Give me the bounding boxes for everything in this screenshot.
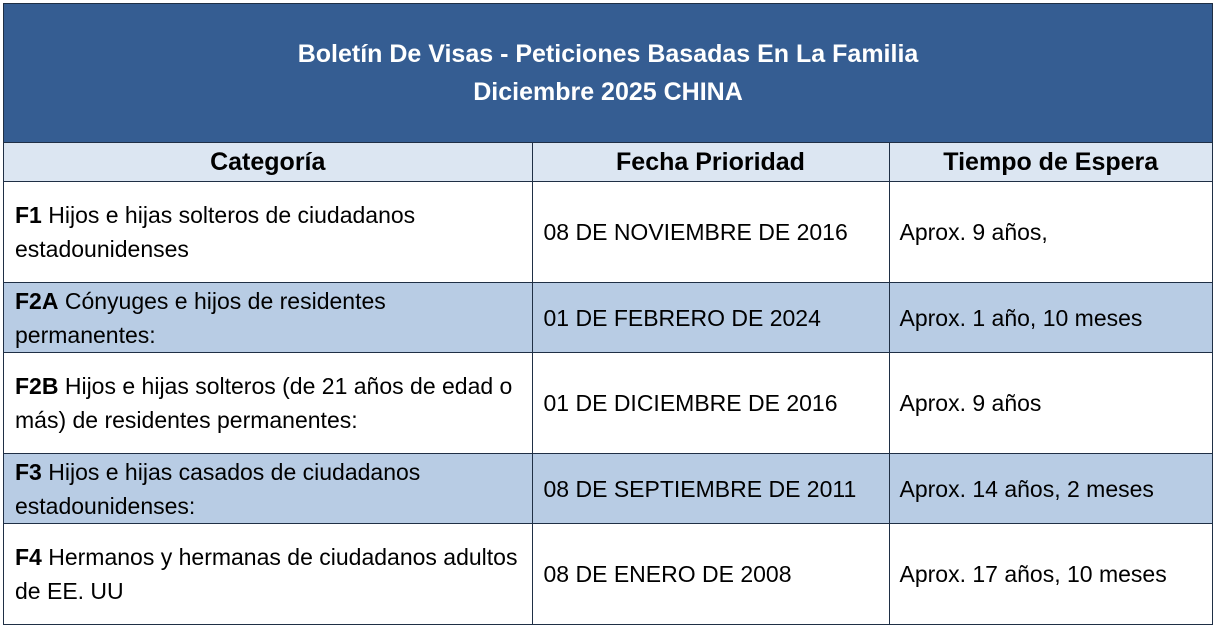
category-cell (4, 182, 532, 283)
table-row (4, 454, 1212, 524)
category-description: Hijos e hijas solteros (de 21 años de edad o más) de residentes permanentes: (15, 373, 513, 433)
title-banner (4, 4, 1212, 143)
category-cell (4, 524, 532, 625)
category-description: Hijos e hijas solteros de ciudadanos estadounidenses (15, 202, 416, 262)
priority-date-cell: 01 DE FEBRERO DE 2024 (532, 283, 889, 353)
category-code: F2A (15, 287, 59, 314)
priority-date-table (4, 143, 1212, 624)
category-cell (4, 283, 532, 353)
wait-time-cell: Aprox. 9 años (889, 353, 1212, 454)
header-priority-date: Fecha Prioridad (532, 143, 889, 182)
category-code: F3 (15, 458, 42, 485)
header-row (4, 143, 1212, 182)
priority-date-cell: 08 DE SEPTIEMBRE DE 2011 (532, 454, 889, 524)
wait-time-cell: Aprox. 14 años, 2 meses (889, 454, 1212, 524)
category-description: Cónyuges e hijos de residentes permanentes: (15, 287, 386, 348)
priority-date-cell: 01 DE DICIEMBRE DE 2016 (532, 353, 889, 454)
wait-time-cell: Aprox. 17 años, 10 meses (889, 524, 1212, 625)
category-code: F4 (15, 544, 42, 570)
category-description: Hermanos y hermanas de ciudadanos adultos de EE. UU (15, 544, 518, 604)
visa-bulletin-table (3, 3, 1213, 625)
category-code: F2B (15, 373, 59, 399)
title-line-2: Diciembre 2025 CHINA (473, 78, 743, 106)
category-description: Hijos e hijas casados de ciudadanos estadounidenses: (15, 458, 421, 519)
table-row (4, 524, 1212, 625)
table-row (4, 283, 1212, 353)
header-wait-time: Tiempo de Espera (889, 143, 1212, 182)
category-cell (4, 353, 532, 454)
category-cell (4, 454, 532, 524)
category-code: F1 (15, 202, 42, 228)
header-category: Categoría (4, 143, 532, 182)
table-row (4, 353, 1212, 454)
priority-date-cell: 08 DE NOVIEMBRE DE 2016 (532, 182, 889, 283)
wait-time-cell: Aprox. 1 año, 10 meses (889, 283, 1212, 353)
wait-time-cell: Aprox. 9 años, (889, 182, 1212, 283)
table-row (4, 182, 1212, 283)
priority-date-cell: 08 DE ENERO DE 2008 (532, 524, 889, 625)
title-line-1: Boletín De Visas - Peticiones Basadas En La Familia (297, 40, 919, 68)
